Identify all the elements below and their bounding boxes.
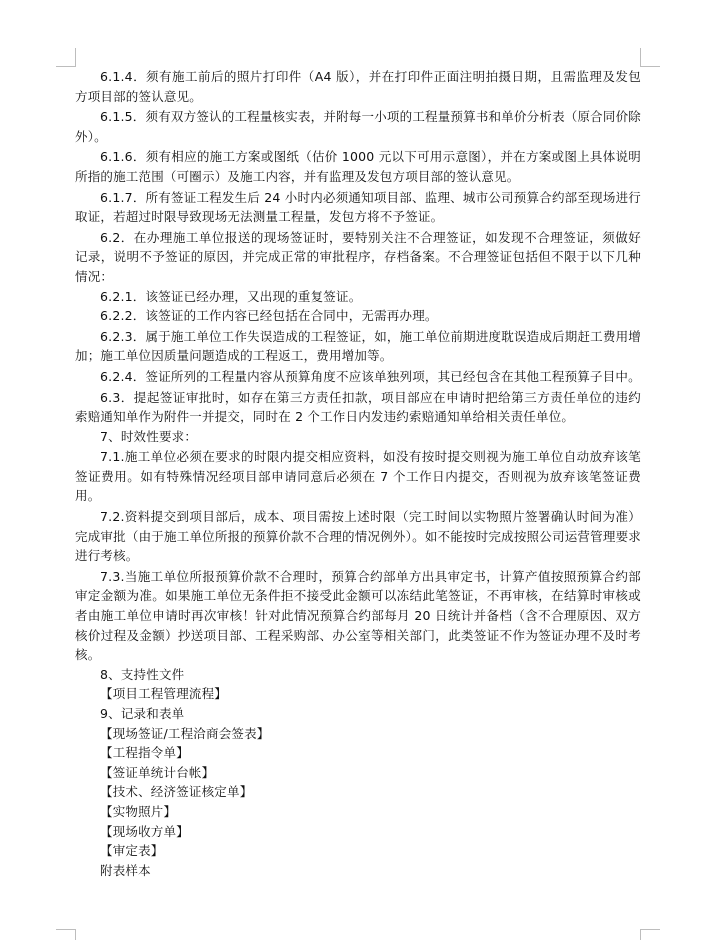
form-item: 【工程指令单】: [100, 745, 189, 761]
crop-mark-top-left-v: [75, 48, 76, 67]
crop-mark-top-left-h: [56, 66, 75, 67]
crop-mark-bottom-left-v: [75, 929, 76, 940]
clause-6-2-2: 6.2.2．该签证的工作内容已经包括在合同中，无需再办理。: [100, 308, 438, 324]
clause-7-3: 7.3.当施工单位所报预算价款不合理时，预算合约部单方出具审定书，计算产值按照预算合约部审定金额为准。如果施工单位无条件拒不接受此金额可以冻结此笔签证，不再审核，在结算时审核或者由施工单位申请时再次审核！针对此情况预算合约部每月 20 日统计并备档（含不合理原因、双方核价过程及金额）抄送项目部、工程采购部、办公室等相关部门，此类签证不作为签证办理不及时考核。: [75, 568, 641, 663]
form-item: 【现场签证/工程洽商会签表】: [100, 725, 270, 741]
crop-mark-top-right-h: [641, 66, 660, 67]
support-and-forms-list: [75, 665, 641, 881]
crop-mark-top-right-v: [640, 48, 641, 67]
section-7-heading: 7、时效性要求：: [100, 428, 198, 444]
crop-mark-bottom-right-v: [640, 929, 641, 940]
clause-7-2: 7.2.资料提交到项目部后，成本、项目需按上述时限（完工时间以实物照片签署确认时间为准）完成审批（由于施工单位所报的预算价款不合理的情况例外）。如不能按时完成按照公司运营管理要求进行考核。: [75, 509, 641, 564]
crop-mark-bottom-right-h: [641, 929, 660, 930]
section-9-heading: 9、记录和表单: [100, 706, 185, 721]
supporting-doc-item: 【项目工程管理流程】: [100, 686, 228, 702]
form-item: 【技术、经济签证核定单】: [100, 784, 253, 800]
crop-mark-bottom-left-h: [56, 929, 75, 930]
clause-6-1-4: 6.1.4．须有施工前后的照片打印件（A4 版），并在打印件正面注明拍摄日期，且需监理及发包方项目部的签认意见。: [75, 69, 641, 104]
form-item: 【现场收方单】: [100, 823, 189, 839]
form-item: 【签证单统计台帐】: [100, 764, 215, 780]
clause-6-2-3: 6.2.3．属于施工单位工作失误造成的工程签证，如，施工单位前期进度耽误造成后期赶工费用增加；施工单位因质量问题造成的工程返工，费用增加等。: [75, 328, 641, 364]
clause-6-3: 6.3．提起签证审批时，如存在第三方责任扣款，项目部应在申请时把给第三方责任单位的违约索赔通知单作为附件一并提交，同时在 2 个工作日内发违约索赔通知单给相关责任单位。: [75, 389, 641, 425]
form-item: 【实物照片】: [100, 803, 177, 819]
clause-6-1-5: 6.1.5．须有双方签认的工程量核实表，并附每一小项的工程量预算书和单价分析表（原合同价除外）。: [75, 109, 641, 144]
clause-6-1-6: 6.1.6．须有相应的施工方案或图纸（估价 1000 元以下可用示意图），并在方案或图上具体说明所指的施工范围（可圈示）及施工内容，并有监理及发包方项目部的签认意见。: [75, 149, 641, 184]
form-item: 【审定表】: [100, 843, 164, 859]
clause-6-2-1: 6.2.1．该签证已经办理，又出现的重复签证。: [100, 288, 362, 304]
clause-6-2-4: 6.2.4．签证所列的工程量内容从预算角度不应该单独列项，其已经包含在其他工程预算子目中。: [100, 368, 641, 384]
clause-6-2: 6.2．在办理施工单位报送的现场签证时，要特别关注不合理签证，如发现不合理签证，须做好记录，说明不予签证的原因，并完成正常的审批程序，存档备案。不合理签证包括但不限于以下几种情况：: [75, 229, 641, 284]
document-body: [75, 67, 641, 880]
clause-7-1: 7.1.施工单位必须在要求的时限内提交相应资料，如没有按时提交则视为施工单位自动放弃该笔签证费用。如有特殊情况经项目部申请同意后必须在 7 个工作日内提交，否则视为放弃该笔签证费用。: [75, 449, 641, 504]
appendix-label: 附表样本: [100, 862, 151, 878]
section-8-heading: 8、支持性文件: [100, 666, 185, 682]
clause-6-1-7: 6.1.7．所有签证工程发生后 24 小时内必须通知项目部、监理、城市公司预算合约部至现场进行取证，若超过时限导致现场无法测量工程量，发包方将不予签证。: [75, 189, 641, 225]
